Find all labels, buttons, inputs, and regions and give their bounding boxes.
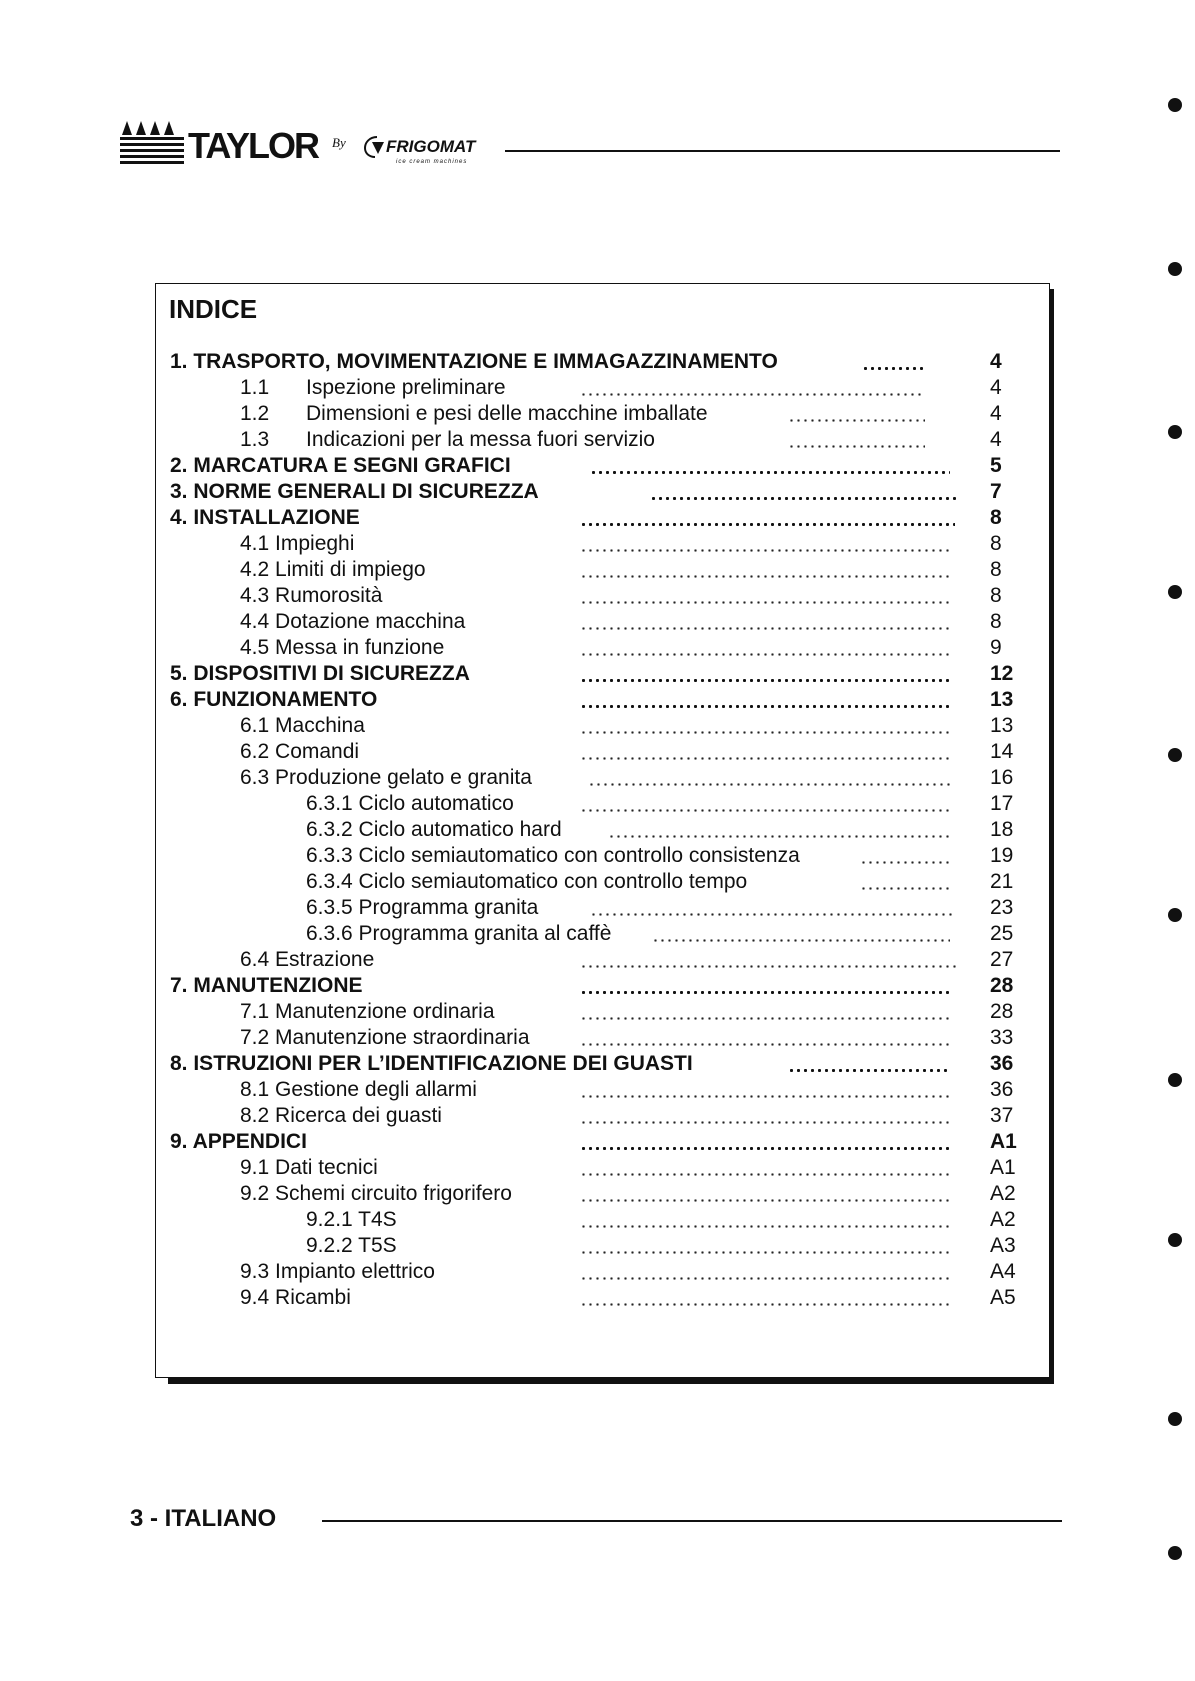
binder-hole-icon <box>1168 262 1182 276</box>
toc-entry-6[interactable]: 6. FUNZIONAMENTO 13 <box>170 688 1014 711</box>
toc-entry-6-1[interactable]: 6.1 Macchina 13 <box>240 714 1014 737</box>
toc-entry-9-2[interactable]: 9.2 Schemi circuito frigorifero A2 <box>240 1182 1016 1205</box>
toc-entry-3[interactable]: 3. NORME GENERALI DI SICUREZZA 7 <box>170 480 1002 503</box>
toc-entry-4-5[interactable]: 4.5 Messa in funzione 9 <box>240 636 1002 659</box>
toc-entry-6-3-5[interactable]: 6.3.5 Programma granita 23 <box>306 896 1014 919</box>
toc-entry-4-1[interactable]: 4.1 Impieghi 8 <box>240 532 1002 555</box>
toc-title: INDICE <box>169 294 258 324</box>
binder-hole-icon <box>1168 1412 1182 1426</box>
toc-entry-9-2-2[interactable]: 9.2.2 T5S A3 <box>306 1234 1016 1257</box>
toc-entry-8[interactable]: 8. ISTRUZIONI PER L’IDENTIFICAZIONE DEI GUASTI 36 <box>170 1052 1014 1075</box>
toc-entry-9-3[interactable]: 9.3 Impianto elettrico A4 <box>240 1260 1016 1283</box>
header-rule <box>505 150 1060 152</box>
binder-hole-icon <box>1168 908 1182 922</box>
toc-entry-6-4[interactable]: 6.4 Estrazione 27 <box>240 948 1014 971</box>
toc-entry-6-3[interactable]: 6.3 Produzione gelato e granita 16 <box>240 766 1014 789</box>
binder-hole-icon <box>1168 1546 1182 1560</box>
toc-entry-9-4[interactable]: 9.4 Ricambi A5 <box>240 1286 1016 1309</box>
toc-entry-9[interactable]: 9. APPENDICI A1 <box>170 1130 1017 1153</box>
partner-name: FRIGOMAT <box>386 137 476 156</box>
toc-entry-7[interactable]: 7. MANUTENZIONE 28 <box>170 974 1014 997</box>
toc-entry-2[interactable]: 2. MARCATURA E SEGNI GRAFICI 5 <box>170 454 1002 477</box>
toc-entry-1-1[interactable]: 1.1 Ispezione preliminare 4 <box>240 376 1002 399</box>
toc-entry-6-3-1[interactable]: 6.3.1 Ciclo automatico 17 <box>306 792 1014 815</box>
toc-entry-8-2[interactable]: 8.2 Ricerca dei guasti 37 <box>240 1104 1014 1127</box>
toc-entry-1-3[interactable]: 1.3 Indicazioni per la messa fuori servizio 4 <box>240 428 1002 451</box>
footer-rule <box>322 1520 1062 1522</box>
partner-subtitle: ice cream machines <box>396 159 468 165</box>
toc-entry-6-3-3[interactable]: 6.3.3 Ciclo semiautomatico con controllo consistenza 19 <box>306 844 1014 867</box>
page-number-label: 3 - ITALIANO <box>130 1505 277 1532</box>
page-header <box>120 115 1060 185</box>
toc-entry-8-1[interactable]: 8.1 Gestione degli allarmi 36 <box>240 1078 1014 1101</box>
binder-hole-icon <box>1168 425 1182 439</box>
toc-entry-6-3-6[interactable]: 6.3.6 Programma granita al caffè 25 <box>306 922 1014 945</box>
toc-entry-4-3[interactable]: 4.3 Rumorosità 8 <box>240 584 1002 607</box>
toc-entry-7-2[interactable]: 7.2 Manutenzione straordinaria 33 <box>240 1026 1014 1049</box>
binder-hole-icon <box>1168 748 1182 762</box>
taylor-logo-icon <box>120 121 184 165</box>
toc-entry-1-2[interactable]: 1.2 Dimensioni e pesi delle macchine imballate 4 <box>240 402 1002 425</box>
toc-entry-6-3-4[interactable]: 6.3.4 Ciclo semiautomatico con controllo tempo 21 <box>306 870 1014 893</box>
binder-hole-icon <box>1168 1073 1182 1087</box>
toc-entry-6-3-2[interactable]: 6.3.2 Ciclo automatico hard 18 <box>306 818 1014 841</box>
brand-by: By <box>332 135 346 150</box>
toc-entry-5[interactable]: 5. DISPOSITIVI DI SICUREZZA 12 <box>170 662 1014 685</box>
binder-hole-icon <box>1168 98 1182 112</box>
binder-hole-icon <box>1168 1233 1182 1247</box>
toc-entry-9-2-1[interactable]: 9.2.1 T4S A2 <box>306 1208 1016 1231</box>
brand-name: TAYLOR <box>188 125 319 166</box>
toc-entry-4-2[interactable]: 4.2 Limiti di impiego 8 <box>240 558 1002 581</box>
toc-entry-7-1[interactable]: 7.1 Manutenzione ordinaria 28 <box>240 1000 1014 1023</box>
toc-entry-4[interactable]: 4. INSTALLAZIONE 8 <box>170 506 1002 529</box>
toc-entry-4-4[interactable]: 4.4 Dotazione macchina 8 <box>240 610 1002 633</box>
binder-hole-icon <box>1168 585 1182 599</box>
toc-entry-9-1[interactable]: 9.1 Dati tecnici A1 <box>240 1156 1016 1179</box>
toc-entry-6-2[interactable]: 6.2 Comandi 14 <box>240 740 1014 763</box>
toc-entry-1[interactable]: 1. TRASPORTO, MOVIMENTAZIONE E IMMAGAZZINAMENTO 4 <box>170 350 1002 373</box>
